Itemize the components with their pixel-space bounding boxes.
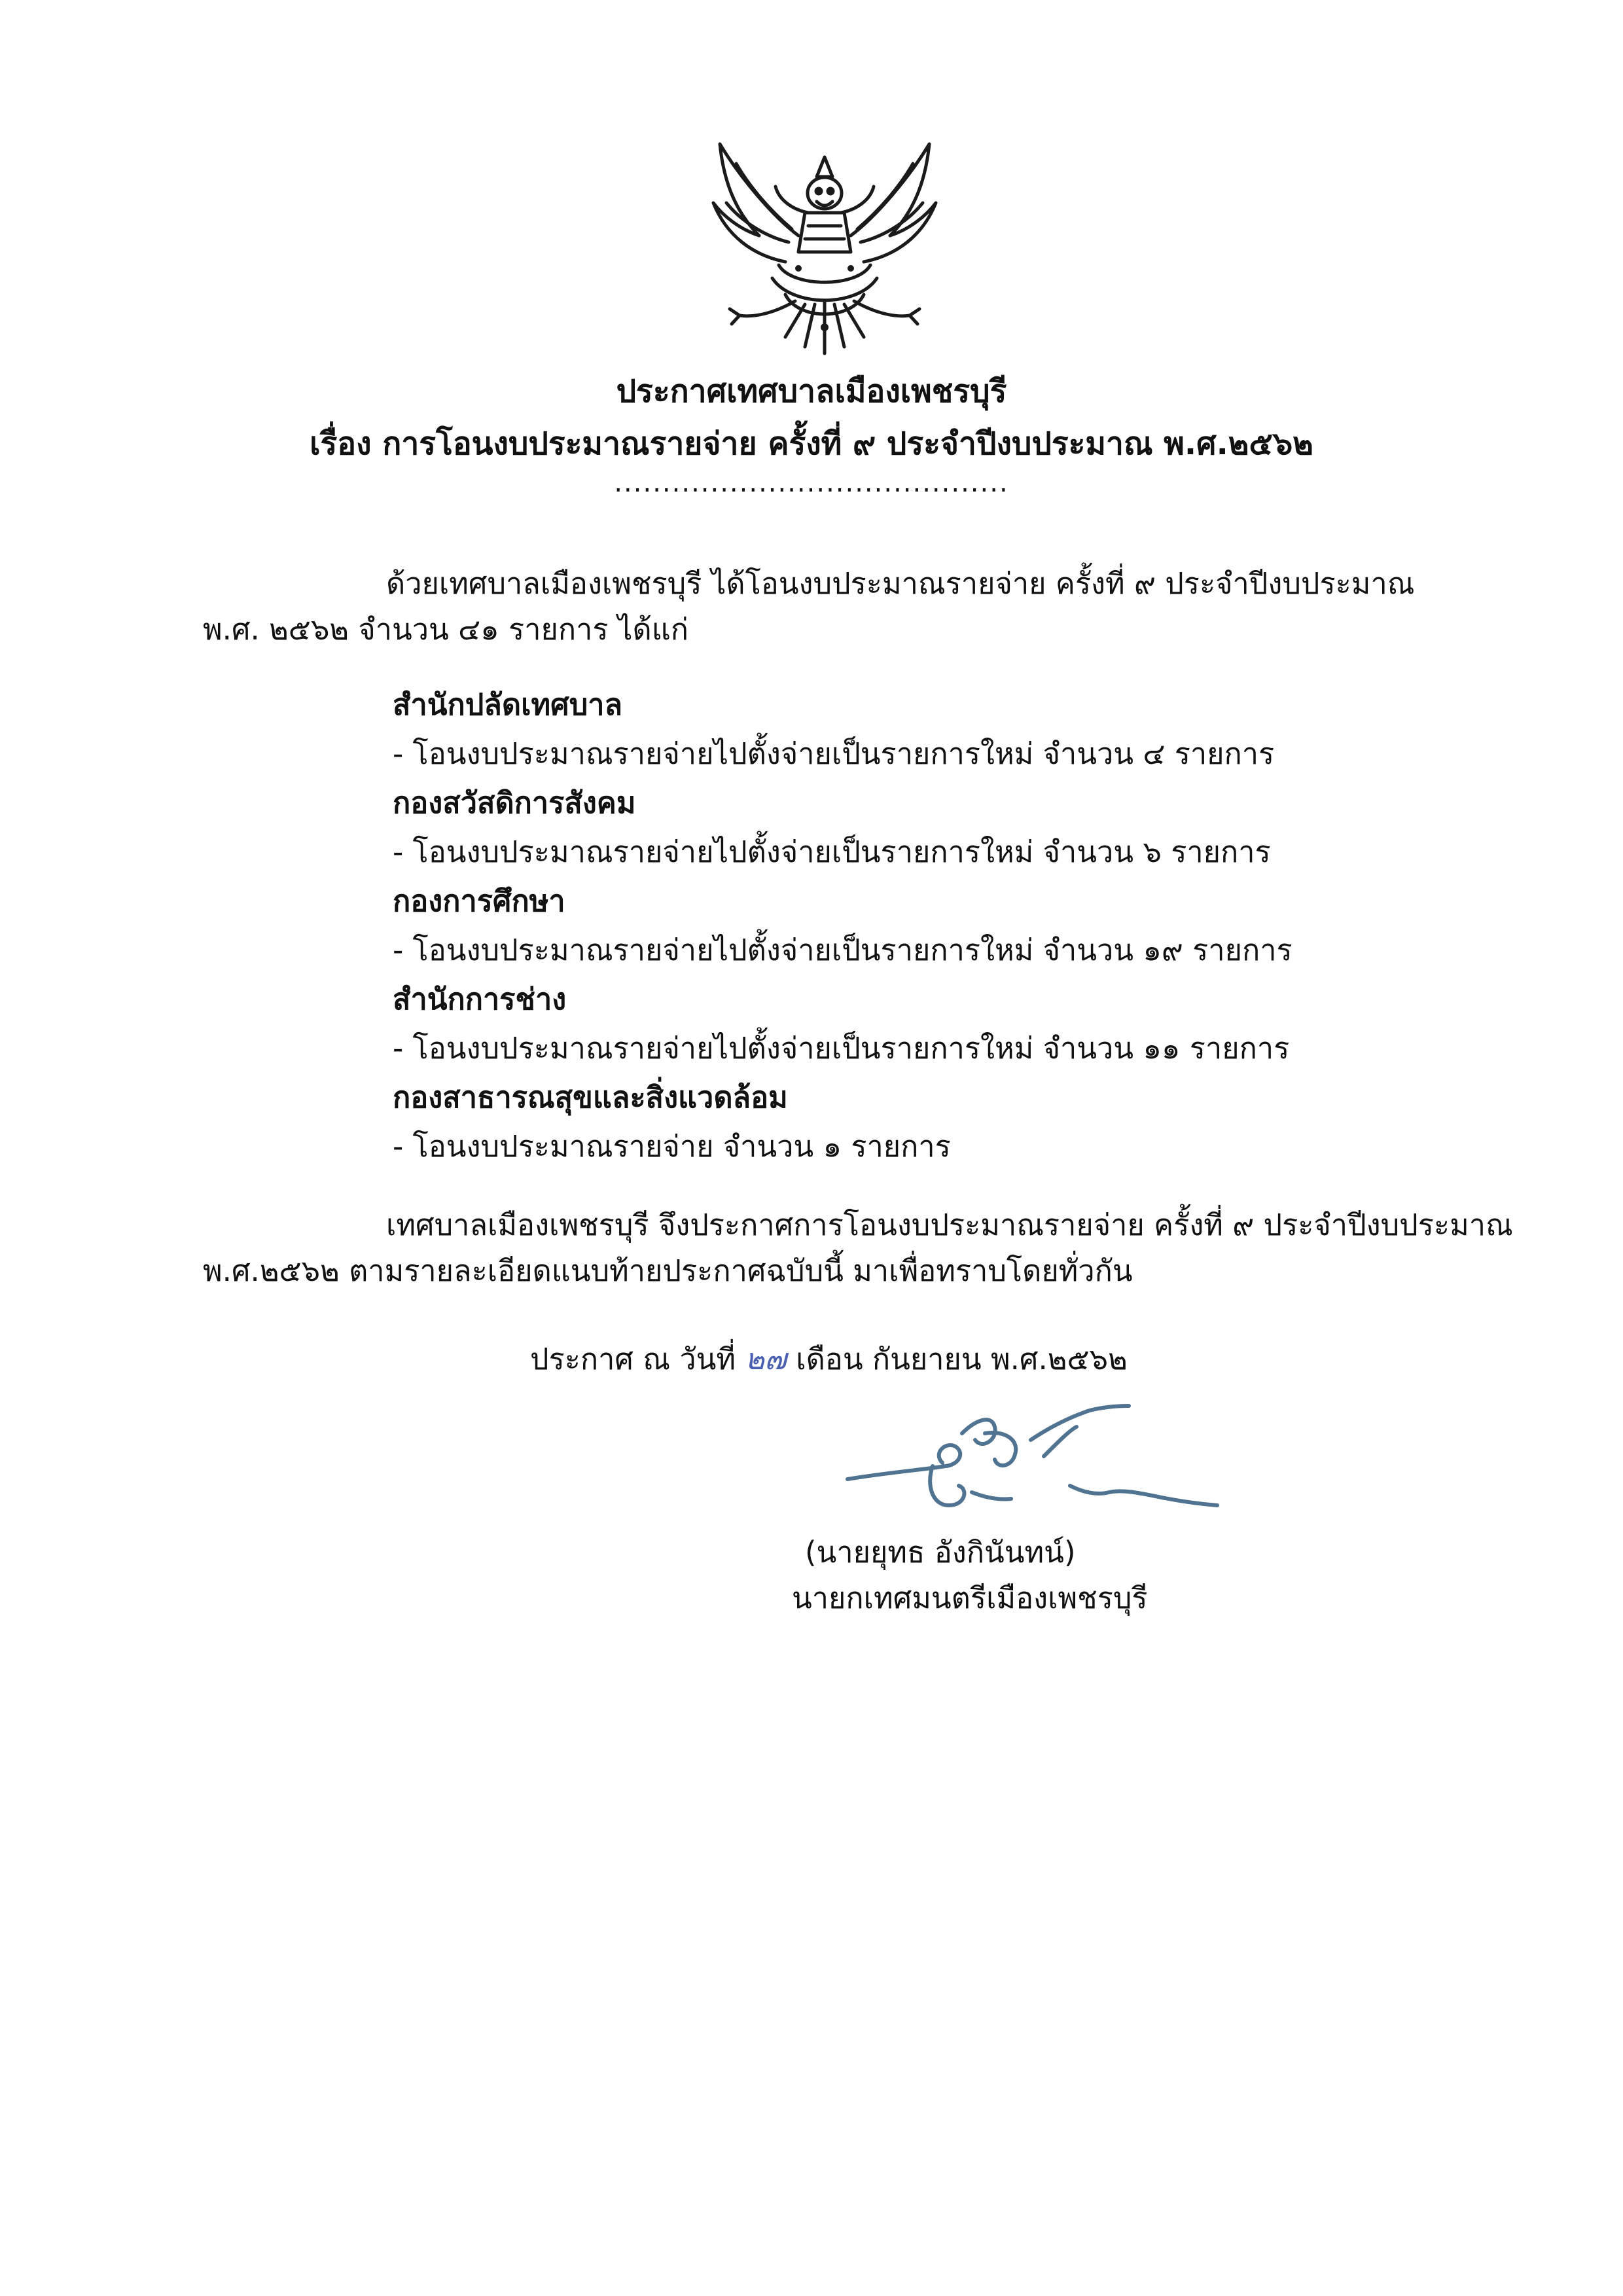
date-day: ๒๗: [745, 1342, 787, 1376]
section-heading: กองสาธารณสุขและสิ่งแวดล้อม: [393, 1080, 788, 1115]
intro-line-2: พ.ศ. ๒๕๖๒ จำนวน ๔๑ รายการ ได้แก่: [203, 612, 688, 647]
section-heading: สำนักปลัดเทศบาล: [393, 687, 623, 722]
section-detail: - โอนงบประมาณรายจ่ายไปตั้งจ่ายเป็นรายการใหม่ จำนวน ๑๙ รายการ: [393, 933, 1293, 967]
closing-line-1: เทศบาลเมืองเพชรบุรี จึงประกาศการโอนงบประมาณรายจ่าย ครั้งที่ ๙ ประจำปีงบประมาณ: [386, 1208, 1513, 1242]
signer-position: นายกเทศมนตรีเมืองเพชรบุรี: [792, 1581, 1148, 1615]
announcement-date: [530, 1335, 1128, 1382]
closing-line-2: พ.ศ.๒๕๖๒ ตามรายละเอียดแนบท้ายประกาศฉบับนี้ มาเพื่อทราบโดยทั่วกัน: [203, 1253, 1133, 1288]
announcement-title: ประกาศเทศบาลเมืองเพชรบุรี: [616, 373, 1007, 410]
section-detail: - โอนงบประมาณรายจ่าย จำนวน ๑ รายการ: [393, 1129, 951, 1164]
signer-name: (นายยุทธ อังกินันทน์): [805, 1535, 1076, 1570]
section-detail: - โอนงบประมาณรายจ่ายไปตั้งจ่ายเป็นรายการใหม่ จำนวน ๑๑ รายการ: [393, 1031, 1290, 1066]
section-detail: - โอนงบประมาณรายจ่ายไปตั้งจ่ายเป็นรายการใหม่ จำนวน ๖ รายการ: [393, 834, 1271, 869]
date-prefix: ประกาศ ณ วันที่: [530, 1342, 736, 1376]
section-detail: - โอนงบประมาณรายจ่ายไปตั้งจ่ายเป็นรายการใหม่ จำนวน ๔ รายการ: [393, 736, 1275, 771]
garuda-emblem-icon: [700, 137, 949, 380]
section-heading: กองการศึกษา: [393, 884, 565, 918]
handwritten-signature: [834, 1394, 1227, 1532]
title-divider: .........................................: [614, 468, 1009, 498]
announcement-subject: เรื่อง การโอนงบประมาณรายจ่าย ครั้งที่ ๙ ประจำปีงบประมาณ พ.ศ.๒๕๖๒: [310, 425, 1313, 462]
section-heading: กองสวัสดิการสังคม: [393, 785, 636, 820]
date-suffix: เดือน กันยายน พ.ศ.๒๕๖๒: [796, 1342, 1128, 1376]
intro-line-1: ด้วยเทศบาลเมืองเพชรบุรี ได้โอนงบประมาณรายจ่าย ครั้งที่ ๙ ประจำปีงบประมาณ: [386, 566, 1415, 601]
section-heading: สำนักการช่าง: [393, 982, 567, 1016]
